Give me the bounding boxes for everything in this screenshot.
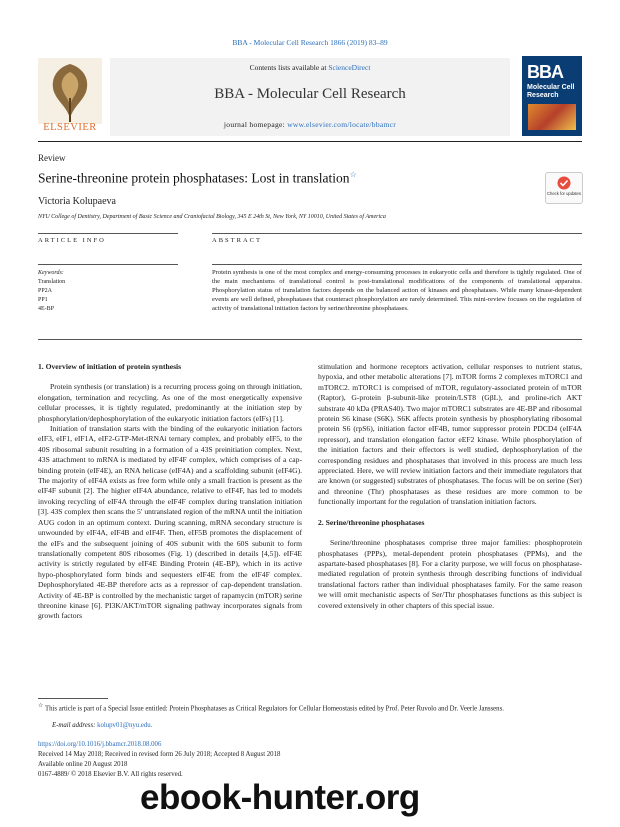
crossmark-icon bbox=[557, 176, 571, 190]
keyword: 4E-BP bbox=[38, 306, 55, 312]
article-type: Review bbox=[38, 153, 66, 163]
keyword: Translation bbox=[38, 279, 66, 285]
watermark: ebook-hunter.org bbox=[140, 778, 420, 817]
info-rule-top bbox=[38, 233, 178, 234]
paragraph: stimulation and hormone receptors activation, cellular responses to nutrient status, hypoxia, and other metabolic alterations [7]. mTOR forms 2 complexes mTORC1 and mTORC2. mTORC1 is comprised of mTOR, regulatory-associated protein of mTOR (Raptor), G-protein β-subunit-like protein/LST8 (GβL), and proline-rich AKT substrate 40 kDa (PRAS40). Two major mTORC1 substrates are 4E-BP and ribosomal protein S6 kinase (S6K). S6K affects protein synthesis by phosphorylating ribosomal protein S6 (rpS6), initiation factor eIF4B, tumor suppressor protein PDCD4 (eIF4A repressor), and translation elongation factor eEF2 kinase. While phosphorylation of the initiation factors and their effectors is well studied, dephosphorylation of the corresponding residues and phosphatases that involved in this process are much less appreciated. Here, we will review initiation factors and their immediate regulators that are known (or suggested) substrates of phosphatases. The focus will be on serine (Ser) and threonine (Thr) phosphatases as these residues are more common to be functionally important for the regulation of translation initiation factors. bbox=[318, 362, 582, 507]
online-date: Available online 20 August 2018 bbox=[38, 761, 128, 768]
article-title: Serine-threonine protein phosphatases: Lost in translation☆ bbox=[38, 170, 357, 186]
elsevier-logo bbox=[38, 58, 102, 136]
journal-title: BBA - Molecular Cell Research bbox=[214, 86, 406, 102]
sciencedirect-link[interactable]: ScienceDirect bbox=[328, 63, 371, 72]
journal-homepage: journal homepage: www.elsevier.com/locate/bbamcr bbox=[223, 120, 397, 129]
cover-title: BBA bbox=[527, 62, 563, 82]
section-2-heading: 2. Serine/threonine phosphatases bbox=[318, 517, 425, 527]
keyword: PP1 bbox=[38, 297, 48, 303]
journal-cover bbox=[522, 56, 582, 136]
paragraph: Serine/threonine phosphatases comprise three major families: phosphoprotein phosphatases (PPPs), metal-dependent protein phosphatases (PPMs), and the aspartate-based phosphatases [8]. For a clarity purpose, we will focus on phosphatase-mediated regulation of protein synthesis through describing functions of individual translational factors rather than individual phosphatases family. For the same reason we will omit mechanistic aspects of Ser/Thr phosphatases functions as this subject is covered extensively in other chapters of this special issue. bbox=[318, 538, 582, 610]
cover-art bbox=[528, 104, 576, 130]
info-rule-mid bbox=[38, 264, 178, 265]
body-column-left bbox=[38, 362, 302, 622]
copyright: 0167-4889/ © 2018 Elsevier B.V. All rights reserved. bbox=[38, 771, 183, 778]
email-link[interactable]: kolupv01@nyu.edu. bbox=[97, 722, 153, 729]
author-name: Victoria Kolupaeva bbox=[38, 196, 116, 207]
crossmark-label: Check for updates bbox=[547, 191, 581, 196]
abstract-rule-mid bbox=[212, 264, 582, 265]
body-column-right bbox=[318, 362, 582, 611]
paragraph: Initiation of translation starts with the binding of the eukaryotic initiation factors eIF3, eIF1, eIF1A, eIF2-GTP-Met-tRNAi ternary complex, and probably eIF5, to the 40S ribosomal subunit resulting in a formation of a 43S preinitiation complex. Next, 43S attachment to mRNA is mediated by eIF4F complex, which comprises of a cap-binding protein (eIF4E), an RNA helicase (eIF4A) and a scaffolding subunit (eIF4G). The majority of eIF4A exists as free form while only a small fraction is present as the eIF4F subunit [2]. The higher eIF4A abundance, relative to eIF4F, has led to models invoking recycling of eIF4A through the eIF4F complex during translation initiation [3]. 43S complex then scans the 5′ untranslated region of the mRNA until the initiation AUG codon in an optimum context. During scanning, mRNA secondary structure is unwounded by eIF4A, eIF4B and eIF4F. Then, eIF5B promotes the displacement of the eIFs and the subsequent joining of 40S subunit with the 60S subunit to form translationally competent 80S ribosomes (Fig. 1) (described in details [4,5]). eIF4E activity is strictly regulated by eIF4E Binding Protein (4E-BP), which in its active hypo-phosphorylated form binds and sequesters eIF4E from the eIF4F complex. Dephosphorylated 4E-BP therefore acts as a repressor of cap-dependent translation. Activity of 4E-BP is controlled by the mechanistic target of rapamycin (mTOR) serine threonine kinase [6]. PI3K/AKT/mTOR signaling pathway incorporates signals from growth factors bbox=[38, 424, 302, 621]
email-line: E-mail address: kolupv01@nyu.edu. bbox=[52, 722, 153, 729]
publisher-name: ELSEVIER bbox=[43, 122, 97, 133]
received-dates: Received 14 May 2018; Received in revised form 26 July 2018; Accepted 8 August 2018 bbox=[38, 751, 281, 758]
article-info-heading: ARTICLE INFO bbox=[38, 237, 106, 244]
abstract-text: Protein synthesis is one of the most complex and energy-consuming processes in eukaryotic cells and therefore is tightly regulated. One of the main mechanisms of translational control is post-translational modifications of the components of translational apparatus. Phosphorylation status of translation factors depends on the balanced action of kinases and phosphatases. While many kinase-dependent events are well defined, phosphatases that counteract phosphorylation are rarely determined. This mini-review focuses on the regulation of activity of translational initiation factors by serine/threonine phosphatases. bbox=[212, 269, 582, 312]
contents-line: Contents lists available at ScienceDirect bbox=[249, 63, 371, 72]
abstract-rule-bottom bbox=[38, 339, 582, 340]
header-rule bbox=[38, 141, 582, 142]
section-1-heading: 1. Overview of initiation of protein synthesis bbox=[38, 362, 182, 371]
cover-subtitle: Molecular Cell Research bbox=[527, 84, 575, 99]
journal-citation[interactable]: BBA - Molecular Cell Research 1866 (2019) 83–89 bbox=[232, 38, 388, 47]
paragraph: Protein synthesis (or translation) is a recurring process going on through initiation, elongation, termination and recycling. As one of the most energetically expensive cellular processes, it is tightly regulated, predominantly at the initiation step by phosphorylation/dephosphorylation of the eukaryotic initiation factors (eIFs) [1]. bbox=[38, 382, 302, 423]
footnote-rule bbox=[38, 698, 108, 699]
keyword: PP2A bbox=[38, 288, 53, 294]
author-affiliation: NYU College of Dentistry, Department of Basic Science and Craniofacial Biology, 345 E 24th St, New York, NY 10010, United States of America bbox=[38, 214, 386, 220]
footnote-mark: ☆ bbox=[38, 703, 44, 709]
homepage-link[interactable]: www.elsevier.com/locate/bbamcr bbox=[287, 120, 397, 129]
abstract-heading: ABSTRACT bbox=[212, 237, 262, 244]
crossmark-badge[interactable] bbox=[545, 172, 583, 204]
keywords-label: Keywords: bbox=[38, 270, 64, 276]
doi-link[interactable]: https://doi.org/10.1016/j.bbamcr.2018.08.006 bbox=[38, 741, 162, 748]
title-footnote-mark[interactable]: ☆ bbox=[349, 170, 357, 179]
footnote: ☆ This article is part of a Special Issue entitled: Protein Phosphatases as Critical Regulators for Cellular Homeostasis edited by Prof. Peter Ruvolo and Dr. Veerle Janssens. bbox=[38, 703, 504, 713]
abstract-rule-top bbox=[212, 233, 582, 234]
